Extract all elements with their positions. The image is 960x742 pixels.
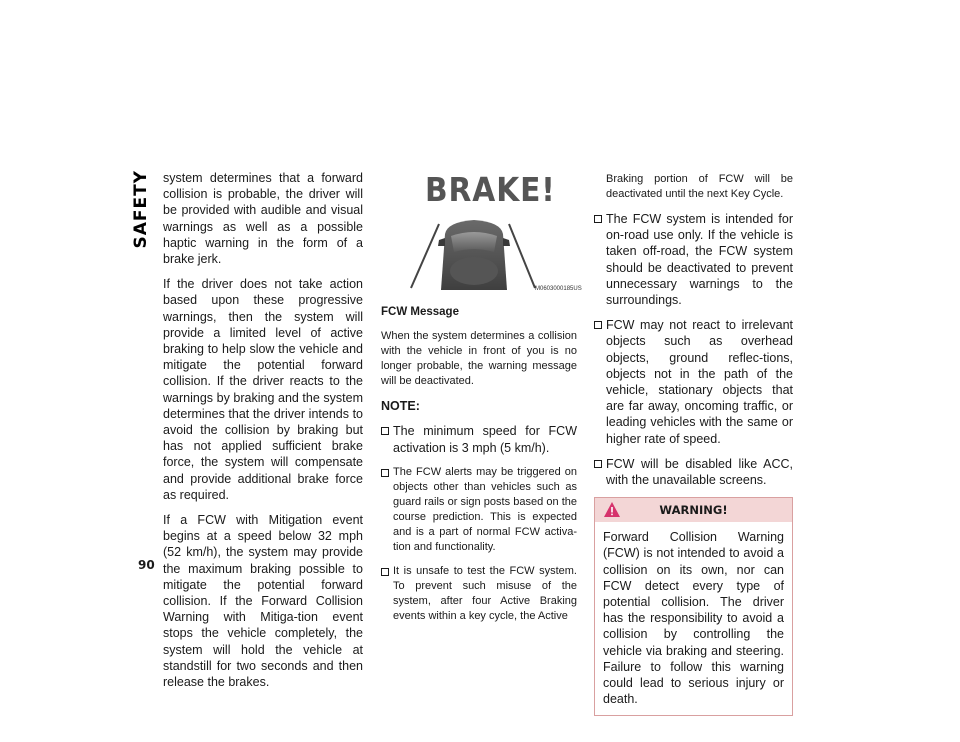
warning-title: WARNING! [659,503,728,518]
figure-caption: FCW Message [381,306,459,318]
warning-box [594,497,793,716]
figure-code: M0603000185US [535,286,582,292]
warning-text: Forward Collision Warning (FCW) is not intended to avoid a collision on its own, nor can FCW detect every type of potential collision. The driver has the responsibility to avoid a collision by controlling the vehicle via braking and steering. Failure to follow this warning could lead to serious injury or death. [603,530,784,707]
checkbox-bullet-icon [381,469,389,477]
checkbox-bullet-icon [594,460,602,468]
warning-triangle-icon [603,501,621,518]
note-title: NOTE: [381,399,420,414]
page-number: 90 [138,558,155,572]
continued-text: Braking portion of FCW will be deactivated until the next Key Cycle. [606,173,793,200]
brake-warning-text: BRAKE! [425,170,556,209]
checkbox-bullet-icon [594,215,602,223]
checkbox-bullet-icon [381,568,389,576]
column-3 [594,172,793,716]
paragraph: system determines that a forward collision is probable, the driver will be provided with audible and visual warnings as well as a possible haptic warning in the form of a brake jerk. [163,171,363,267]
list-item: The FCW alerts may be triggered on objects other than vehicles such as guard rails or sign posts based on the course prediction. This is expected and is a part of normal FCW activa-tion and functionality. [381,465,577,555]
note-list-continued [594,211,793,488]
section-label: SAFETY [131,170,151,249]
list-item: The FCW system is intended for on-road use only. If the vehicle is taken off-road, the FCW system should be deactivated to prevent unnecessary warnings to the surroundings. [594,211,793,308]
column-2 [381,170,582,633]
fcw-message-figure [381,170,582,304]
checkbox-bullet-icon [381,427,389,435]
paragraph: If the driver does not take action based upon these progressive warnings, then the system will provide a limited level of active braking to help slow the vehicle and mitigate the potential forward collision. If the driver reacts to the warnings by braking and the system determines that the driver intends to avoid the collision by braking but has not applied sufficient brake force, the system will compensate and provide additional brake force as required. [163,277,363,502]
list-item: It is unsafe to test the FCW system. To prevent such misuse of the system, after four Active Braking events within a key cycle, the Active [381,564,577,624]
list-item: FCW may not react to irrelevant objects such as overhead objects, ground reflec-tions, objects not in the path of the vehicle, stationary objects that are far away, oncoming traffic, or leading vehicles with the same or higher rate of speed. [594,317,793,447]
paragraph: If a FCW with Mitigation event begins at a speed below 32 mph (52 km/h), the system may provide the maximum braking possible to mitigate the potential forward collision. If the Forward Collision Warning with Mitiga-tion event stops the vehicle completely, the system will hold the vehicle at standstill for two seconds and then release the brakes. [163,513,363,690]
checkbox-bullet-icon [594,321,602,329]
column-1 [163,170,363,699]
warning-header [595,498,792,522]
list-item: FCW will be disabled like ACC, with the unavailable screens. [594,456,793,488]
paragraph: When the system determines a collision with the vehicle in front of you is no longer probable, the warning message will be deactivated. [381,330,577,388]
list-item: The minimum speed for FCW activation is 3 mph (5 km/h). [381,423,577,455]
note-list [381,423,577,623]
